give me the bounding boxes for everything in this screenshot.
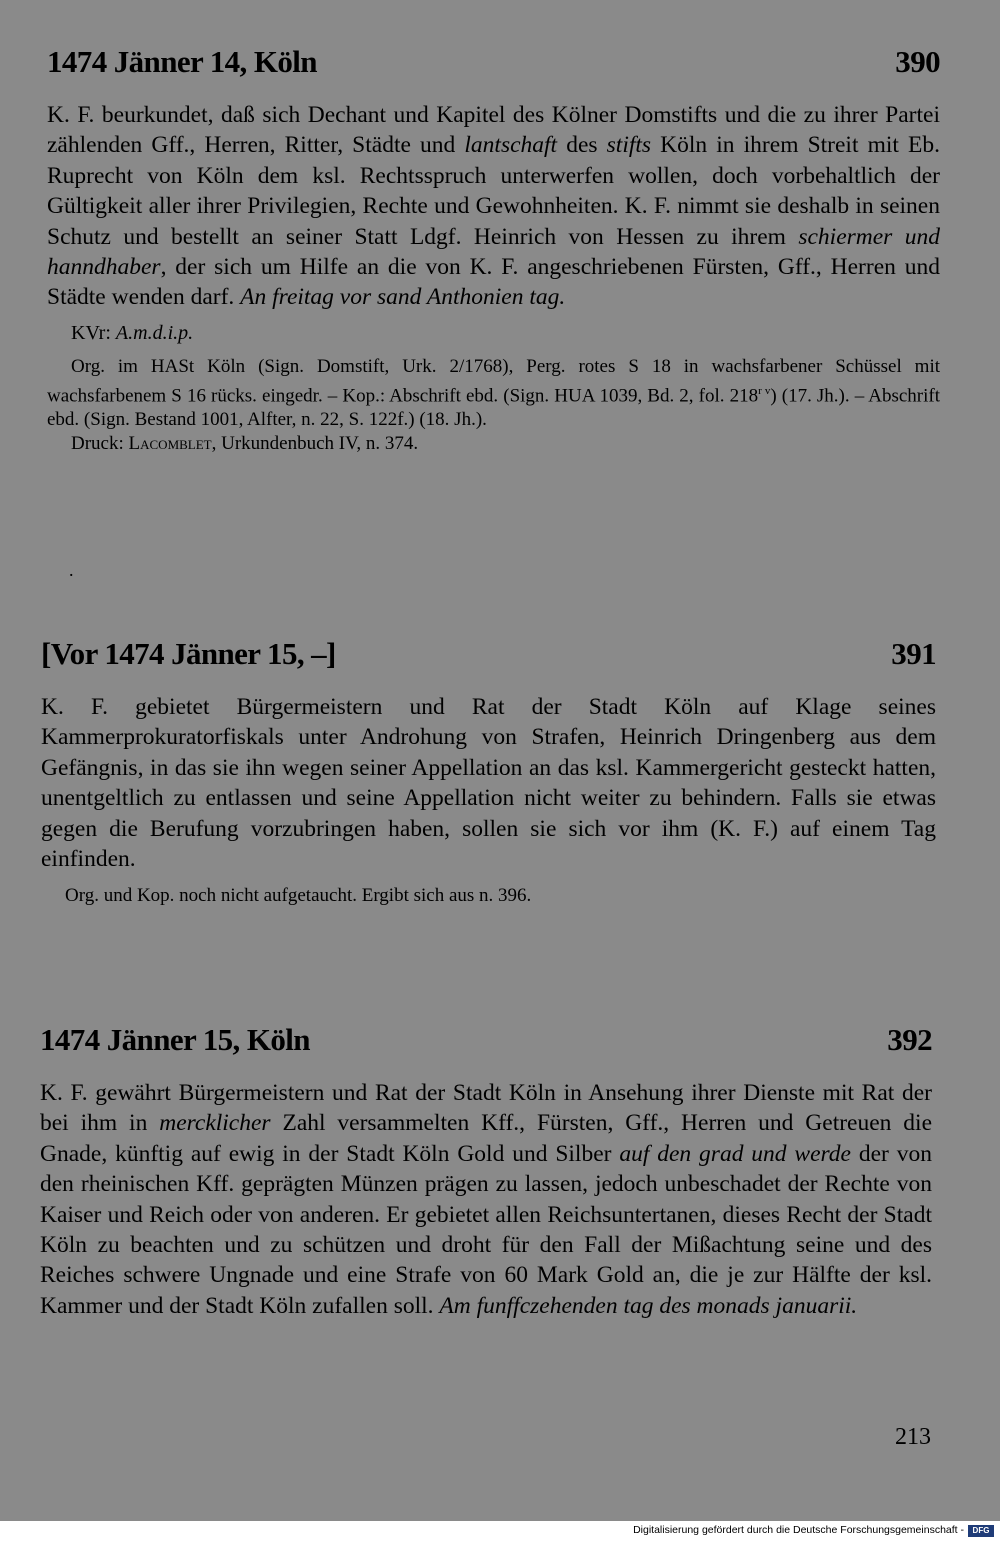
entry-date-heading: [Vor 1474 Jänner 15, –] (41, 636, 336, 671)
text-segment: Köln in ihrem Streit mit Eb. Ruprecht von Köln dem ksl. Rechtsspruch unterwerfen wollen, doch vorbehaltlich der Gültigkeit aller ihrer Privilegien, Rechte und Gewohnheiten. K. F. nimmt sie deshalb in seinen Schutz und bestellt an seiner Statt Ldgf. Heinrich von Hessen zu ihrem (47, 132, 941, 250)
kvr-label: KVr: (71, 321, 116, 344)
entry-number: 390 (895, 44, 940, 79)
kvr-value: A.m.d.i.p. (115, 321, 194, 344)
footer-bar (0, 1521, 1000, 1541)
print-reference (47, 432, 940, 456)
entry-391 (41, 636, 936, 908)
text-segment: , Urkundenbuch IV, n. 374. (211, 433, 419, 455)
entry-header (40, 1022, 932, 1058)
text-segment: Org. im HASt Köln (Sign. Domstift, Urk. 2/1768), Perg. rotes S 18 in wachsfarbener Schüssel mit wachsfarbenem S 16 rücks. eingedr. – Kop.: Abschrift ebd. (Sign. HUA 1039, Bd. 2, fol. 218 (47, 355, 940, 407)
source-note: Org. und Kop. noch nicht aufgetaucht. Ergibt sich aus n. 396. (65, 885, 532, 907)
entry-number: 391 (891, 636, 936, 671)
regest-text (40, 1078, 932, 1321)
regest-text: K. F. gebietet Bürgermeistern und Rat der Stadt Köln auf Klage seines Kammerprokuratorfiskals unter Androhung von Strafen, Heinrich Dringenberg aus dem Gefängnis, in das sie ihn wegen seiner Appellation an das ksl. Kammergericht gesteckt hatten, unentgeltlich zu entlassen und seine Appellation nicht weiter zu behindern. Falls sie etwas gegen die Berufung vorzubringen haben, sollen sie sich vor ihm (K. F.) auf einem Tag einfinden. (41, 694, 936, 873)
druck-label: Druck: (71, 433, 129, 455)
entry-header (47, 44, 940, 80)
text-segment: K. F. gewährt Bürgermeistern und Rat der Stadt Köln in Ansehung ihrer Dienste mit Rat der bei ihm in (40, 1080, 932, 1137)
entry-date-heading: 1474 Jänner 14, Köln (47, 44, 317, 79)
entry-392 (40, 1022, 932, 1321)
dfg-logo: DFG (968, 1525, 994, 1537)
italic-segment: mercklicher (159, 1110, 271, 1137)
text-segment: ) (17. Jh.). – Abschrift ebd. (Sign. Bestand 1001, Alfter, n. 22, S. 122f.) (18. Jh.). (47, 385, 940, 431)
entry-number: 392 (887, 1022, 932, 1057)
regest-text (47, 100, 940, 313)
entry-date-heading: 1474 Jänner 15, Köln (40, 1022, 310, 1057)
italic-segment: schiermer und hanndhaber (47, 223, 940, 281)
superscript: r v (758, 384, 771, 397)
text-segment: des (557, 132, 607, 159)
stray-mark: . (69, 560, 74, 580)
italic-segment: An freitag vor sand Anthonien tag. (240, 284, 566, 311)
italic-segment: auf den grad und werde (619, 1140, 851, 1167)
page-number: 213 (895, 1424, 931, 1450)
italic-segment: lantschaft (464, 132, 558, 159)
kanzleivermerk (47, 321, 940, 345)
source-note (47, 355, 940, 432)
text-segment: Zahl versammelten Kff., Fürsten, Gff., Herren und Getreuen die Gnade, künftig auf ewig in der Stadt Köln Gold und Silber (40, 1110, 933, 1167)
author-name: Lacomblet (128, 433, 212, 455)
text-segment: , der sich um Hilfe an die von K. F. angeschriebenen Fürsten, Gff., Herren und Städte wenden darf. (47, 254, 940, 311)
italic-segment: stifts (606, 132, 652, 159)
text-segment: der von den rheinischen Kff. geprägten Münzen prägen zu lassen, jedoch unbeschadet der Rechte von Kaiser und Reich oder von anderen. Er gebietet allen Reichsuntertanen, dieses Recht der Stadt Köln zu beachten und zu schützen und droht für den Fall der Mißachtung seine und des Reiches schwere Ungnade und eine Strafe von 60 Mark Gold an, die je zur Hälfte der ksl. Kammer und der Stadt Köln zufallen soll. (40, 1140, 932, 1319)
entry-header (41, 636, 936, 672)
entry-390 (47, 44, 940, 456)
text-segment: K. F. beurkundet, daß sich Dechant und Kapitel des Kölner Domstifts und die zu ihrer Partei zählenden Gff., Herren, Ritter, Städte und (47, 102, 940, 159)
funding-notice: Digitalisierung gefördert durch die Deutsche Forschungsgemeinschaft - (633, 1524, 964, 1536)
italic-segment: Am funffczehenden tag des monads januarii. (439, 1292, 858, 1319)
